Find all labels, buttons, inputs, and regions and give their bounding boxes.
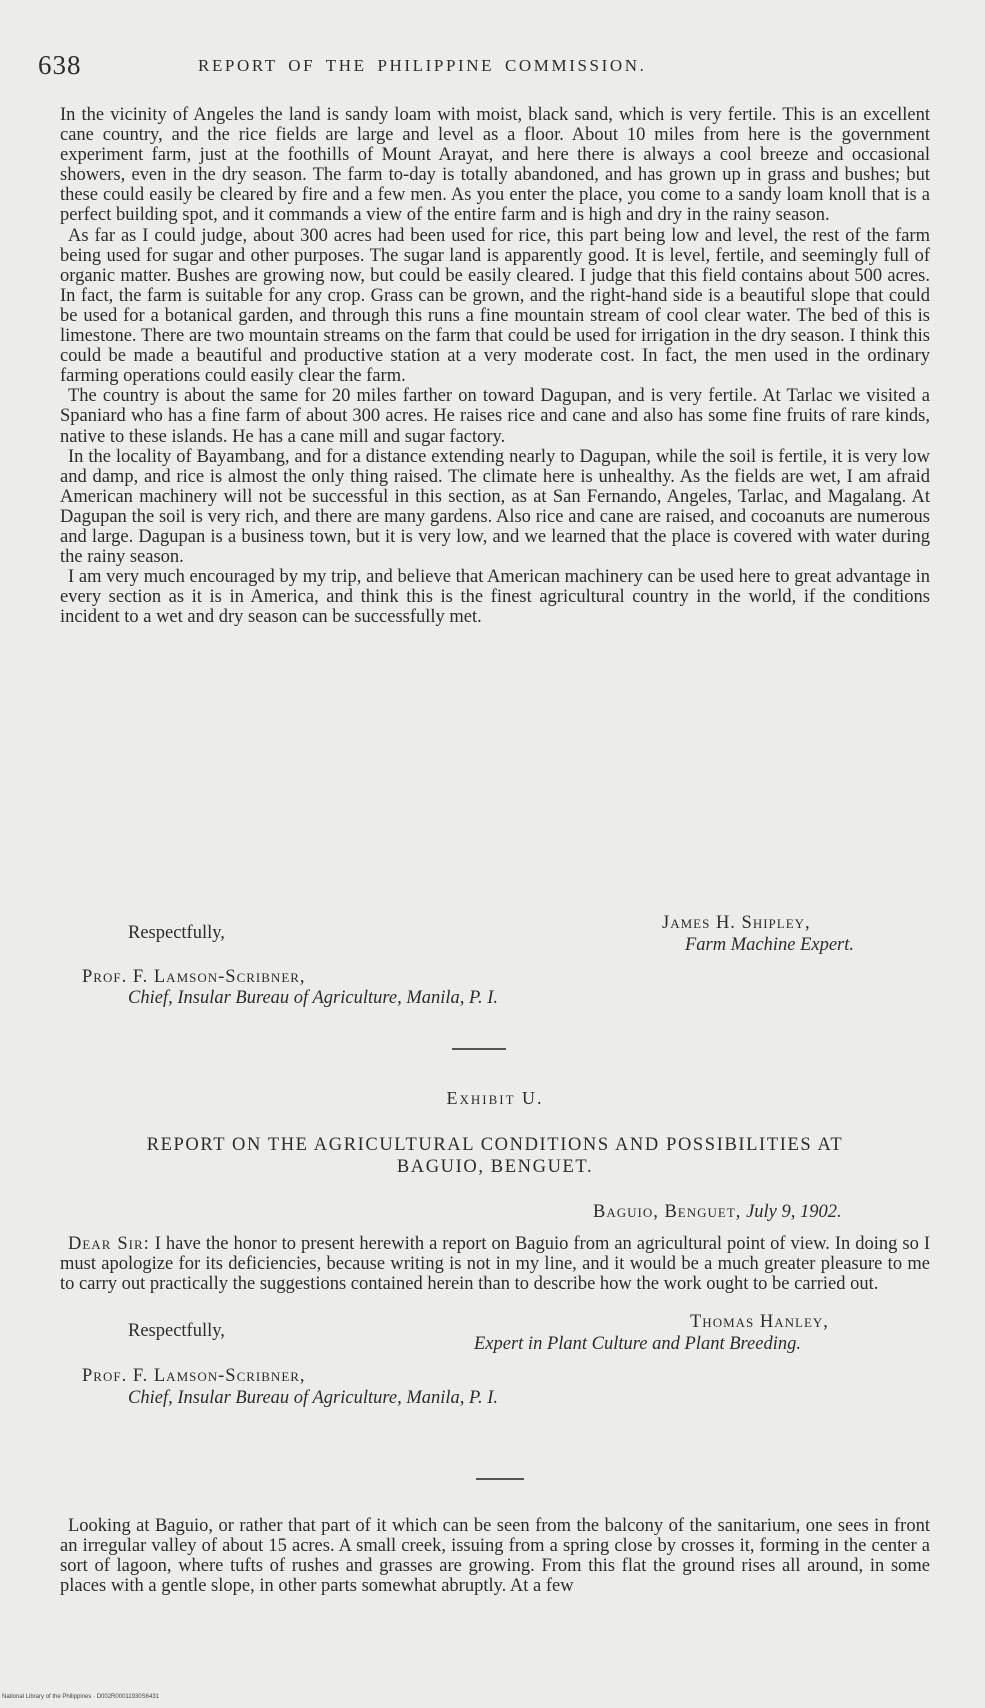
running-title: REPORT OF THE PHILIPPINE COMMISSION. — [198, 56, 647, 75]
addressee-name: Prof. F. Lamson-Scribner, — [82, 1366, 306, 1386]
signer-title: Expert in Plant Culture and Plant Breeding. — [474, 1334, 801, 1354]
page-header — [38, 50, 928, 80]
letter1-body — [60, 105, 930, 627]
section-divider — [452, 1048, 506, 1050]
closing-respectfully: Respectfully, — [128, 923, 225, 943]
paragraph: The country is about the same for 20 miles farther on toward Dagupan, and is very fertile. At Tarlac we visited a Spaniard who has a fine farm of about 300 acres. He raises rice and cane and also has some fine fruits of rare kinds, native to these islands. He has a cane mill and sugar factory. — [60, 386, 930, 447]
report-body — [60, 1516, 930, 1596]
dateline — [593, 1202, 842, 1223]
exhibit-letter — [60, 1234, 930, 1294]
closing-respectfully: Respectfully, — [128, 1321, 225, 1341]
exhibit-label: Exhibit U. — [446, 1088, 544, 1108]
section-divider — [476, 1478, 524, 1480]
paragraph: I am very much encouraged by my trip, and believe that American machinery can be used here to great advantage in every section as it is in America, and think this is the finest agricultural country in the world, if the conditions incident to a wet and dry season can be successfully met. — [60, 567, 930, 628]
paragraph: Looking at Baguio, or rather that part of it which can be seen from the balcony of the sanitarium, one sees in front an irregular valley of about 15 acres. A small creek, issuing from a spring close by crosses it, forming in the center a sort of lagoon, where tufts of rushes and grasses are growing. From this flat the ground rises all around, in some places with a gentle slope, in other parts somewhat abruptly. At a few — [60, 1516, 930, 1597]
scan-footer: National Library of the Philippines · D002R00011930S6431 — [2, 1694, 159, 1700]
exhibit-title-line2: BAGUIO, BENGUET. — [396, 1157, 594, 1177]
signer-name: Thomas Hanley, — [690, 1312, 829, 1332]
signer-title: Farm Machine Expert. — [685, 935, 855, 955]
addressee-title: Chief, Insular Bureau of Agriculture, Manila, P. I. — [128, 1388, 498, 1408]
exhibit-title-line1: REPORT ON THE AGRICULTURAL CONDITIONS AND POSSIBILITIES AT — [146, 1135, 844, 1155]
paragraph: In the vicinity of Angeles the land is sandy loam with moist, black sand, which is very fertile. This is an excellent cane country, and the rice fields are large and level as a floor. About 10 miles from here is the government experiment farm, just at the foothills of Mount Arayat, and here there is always a cool breeze and occasional showers, even in the dry season. The farm to-day is totally abandoned, and has grown up in grass and bushes; but these could easily be cleared by fire and a few men. As you enter the place, you come to a sandy loam knoll that is a perfect building spot, and it commands a view of the entire farm and is high and dry in the rainy season. — [60, 105, 930, 226]
addressee-name: Prof. F. Lamson-Scribner, — [82, 967, 306, 987]
letter-text: I have the honor to present herewith a report on Baguio from an agricultural point of view. In doing so I must apologize for its deficiencies, because writing is not in my line, and it would be a much greater pleasure to me to carry out practically the suggestions contained herein than to describe how the work ought to be carried out. — [60, 1234, 930, 1295]
paragraph: As far as I could judge, about 300 acres had been used for rice, this part being low and level, the rest of the farm being used for sugar and other purposes. The sugar land is apparently good. It is level, fertile, and seemingly full of organic matter. Bushes are growing now, but could be easily cleared. I judge that this field contains about 500 acres. In fact, the farm is suitable for any crop. Grass can be grown, and the right-hand side is a beautiful slope that could be used for a botanical garden, and through this runs a fine mountain stream of cool clear water. The bed of this is limestone. There are two mountain streams on the farm that could be used for irrigation in the dry season. I think this could be made a beautiful and productive station at a very moderate cost. In fact, the men used in the ordinary farming operations could easily clear the farm. — [60, 225, 930, 387]
paragraph — [60, 1234, 930, 1294]
dateline-place: Baguio, Benguet, — [593, 1202, 742, 1222]
paragraph: In the locality of Bayambang, and for a distance extending nearly to Dagupan, while the soil is fertile, it is very low and damp, and rice is almost the only thing raised. The climate here is unhealthy. As the fields are wet, I am afraid American machinery will not be successful in this section, as at San Fernando, Angeles, Tarlac, and Magalang. At Dagupan the soil is very rich, and there are many gardens. Also rice and cane are raised, and cocoanuts are numerous and large. Dagupan is a business town, but it is very low, and we learned that the place is covered with water during the rainy season. — [60, 446, 930, 568]
dateline-date: July 9, 1902. — [746, 1202, 842, 1222]
addressee-title: Chief, Insular Bureau of Agriculture, Manila, P. I. — [128, 988, 498, 1008]
page-number: 638 — [38, 50, 82, 80]
salutation: Dear Sir: — [68, 1234, 150, 1254]
signer-name: James H. Shipley, — [662, 913, 811, 933]
